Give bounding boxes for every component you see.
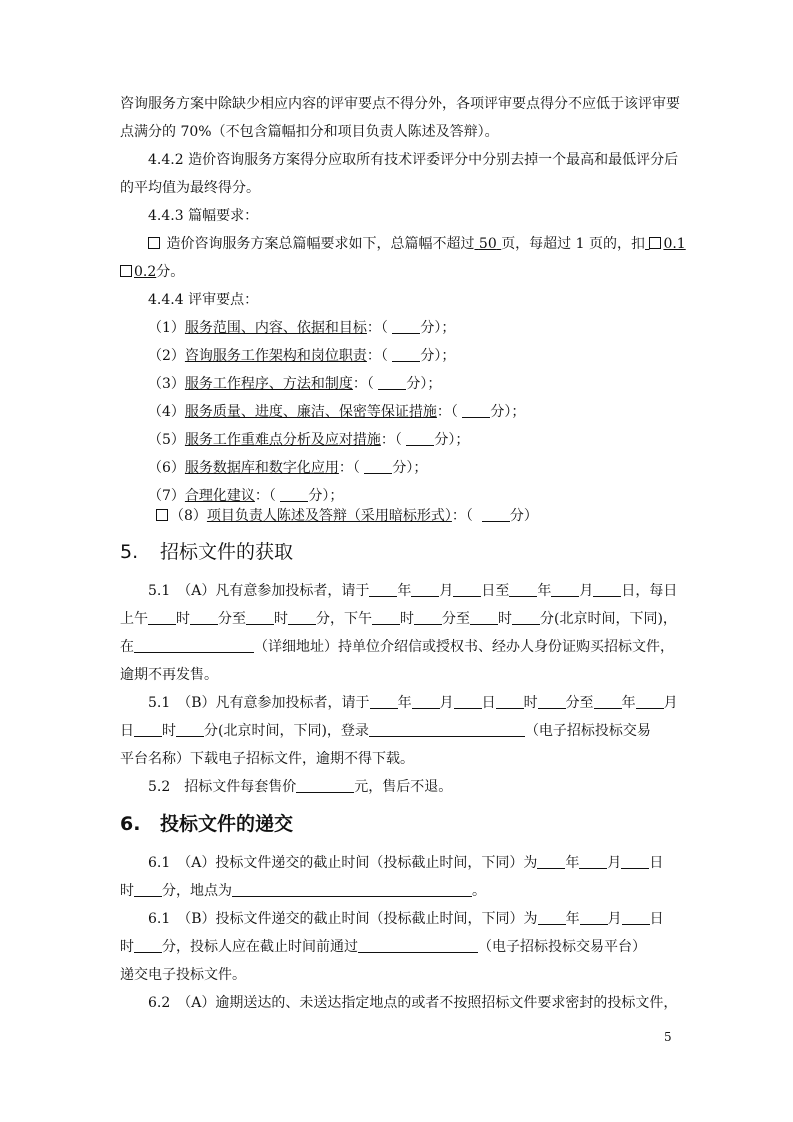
date-blank[interactable]: [621, 855, 649, 869]
criteria-item: （8）项目负责人陈述及答辩（采用暗标形式）：（ 分）: [156, 507, 538, 525]
score-blank[interactable]: [406, 432, 434, 446]
date-blank[interactable]: [579, 855, 607, 869]
date-blank[interactable]: [454, 695, 482, 709]
date-blank[interactable]: [369, 583, 397, 597]
time-blank[interactable]: [372, 611, 400, 625]
criteria-item: （5）服务工作重难点分析及应对措施：（ 分）；: [148, 432, 470, 448]
date-blank[interactable]: [551, 583, 579, 597]
date-blank[interactable]: [537, 855, 565, 869]
date-blank[interactable]: [411, 583, 439, 597]
platform-blank[interactable]: [369, 723, 525, 737]
address-blank[interactable]: [134, 639, 254, 653]
date-blank[interactable]: [538, 911, 566, 925]
clause-6-1a-line2: 时 分，地点为 。: [120, 883, 486, 899]
date-blank[interactable]: [622, 911, 650, 925]
clause-4-4-3-title: 4.4.3 篇幅要求：: [148, 208, 259, 224]
page-number: 5: [664, 1030, 672, 1044]
date-blank[interactable]: [580, 911, 608, 925]
score-blank[interactable]: [392, 320, 420, 334]
clause-5-1a-line4: 逾期不再发售。: [120, 667, 218, 683]
time-blank[interactable]: [246, 611, 274, 625]
date-blank[interactable]: [509, 583, 537, 597]
time-blank[interactable]: [176, 723, 204, 737]
time-blank[interactable]: [414, 611, 442, 625]
date-blank[interactable]: [412, 695, 440, 709]
location-blank[interactable]: [232, 883, 472, 897]
date-blank[interactable]: [496, 695, 524, 709]
score-blank[interactable]: [280, 488, 308, 502]
clause-5-1b-line2: 日 时 分(北京时间，下同)，登录 （电子招标投标交易: [120, 723, 651, 739]
clause-5-1a-line3: 在 （详细地址）持单位介绍信或授权书、经办人身份证购买招标文件，: [120, 639, 674, 655]
score-blank[interactable]: [378, 376, 406, 390]
time-blank[interactable]: [134, 939, 162, 953]
page-limit-line: 造价咨询服务方案总篇幅要求如下，总篇幅不超过 50 页，每超过 1 页的，扣 0.1: [148, 235, 686, 253]
criteria-item: （2）咨询服务工作架构和岗位职责：（ 分）；: [148, 348, 456, 364]
criteria-item: （6）服务数据库和数字化应用：（ 分）；: [148, 460, 428, 476]
section-5-heading: 5. 招标文件的获取: [120, 541, 294, 563]
criteria-item: （7）合理化建议：（ 分）；: [148, 488, 344, 504]
clause-6-1a: 6.1 （A）投标文件递交的截止时间（投标截止时间，下同）为 年 月 日: [148, 855, 664, 871]
clause-5-1a-line2: 上午 时 分至 时 分，下午 时 分至 时 分(北京时间，下同)，: [120, 611, 677, 627]
date-blank[interactable]: [594, 695, 622, 709]
time-blank[interactable]: [148, 611, 176, 625]
deduction-option-1: 0.1: [645, 236, 686, 252]
criteria-item: （1）服务范围、内容、依据和目标：（ 分）；: [148, 320, 456, 336]
score-blank[interactable]: [462, 404, 490, 418]
platform-blank[interactable]: [358, 939, 478, 953]
checkbox-icon[interactable]: [156, 509, 168, 521]
clause-6-1b-line2: 时 分，投标人应在截止时间前通过 （电子招标投标交易平台）: [120, 939, 646, 955]
section-6-heading: 6. 投标文件的递交: [120, 813, 294, 835]
criteria-item: （4）服务质量、进度、廉洁、保密等保证措施：（ 分）；: [148, 404, 526, 420]
checkbox-icon[interactable]: [148, 237, 160, 249]
date-blank[interactable]: [370, 695, 398, 709]
time-blank[interactable]: [512, 611, 540, 625]
date-blank[interactable]: [593, 583, 621, 597]
clause-5-1b-line3: 平台名称）下载电子招标文件，逾期不得下载。: [120, 751, 414, 767]
date-blank[interactable]: [538, 695, 566, 709]
clause-6-2: 6.2 （A）逾期送达的、未送达指定地点的或者不按照招标文件要求密封的投标文件，: [148, 995, 678, 1011]
date-blank[interactable]: [453, 583, 481, 597]
page-limit-value: 50: [478, 236, 497, 252]
paragraph-line: 的平均值为最终得分。: [120, 180, 260, 196]
time-blank[interactable]: [190, 611, 218, 625]
checkbox-icon[interactable]: [649, 237, 661, 249]
clause-6-1b-line3: 递交电子投标文件。: [120, 967, 246, 983]
clause-5-1b: 5.1 （B）凡有意参加投标者，请于 年 月 日 时 分至 年 月: [148, 695, 678, 711]
checkbox-icon[interactable]: [120, 265, 132, 277]
clause-6-1b: 6.1 （B）投标文件递交的截止时间（投标截止时间，下同）为 年 月 日: [148, 911, 664, 927]
time-blank[interactable]: [134, 723, 162, 737]
clause-5-2: 5.2 招标文件每套售价 元，售后不退。: [148, 779, 453, 795]
paragraph-line: 点满分的 70%（不包含篇幅扣分和项目负责人陈述及答辩）。: [120, 124, 499, 140]
price-blank[interactable]: [296, 779, 354, 793]
clause-4-4-4-title: 4.4.4 评审要点：: [148, 292, 259, 308]
page-limit-line-2: 0.2分。: [120, 263, 184, 281]
criteria-item: （3）服务工作程序、方法和制度：（ 分）；: [148, 376, 442, 392]
score-blank[interactable]: [364, 460, 392, 474]
deduction-option-2: 0.2: [120, 264, 156, 280]
score-blank[interactable]: [392, 348, 420, 362]
score-blank[interactable]: [482, 508, 510, 522]
date-blank[interactable]: [636, 695, 664, 709]
clause-4-4-2: 4.4.2 造价咨询服务方案得分应取所有技术评委评分中分别去掉一个最高和最低评分后: [148, 152, 679, 168]
time-blank[interactable]: [470, 611, 498, 625]
time-blank[interactable]: [288, 611, 316, 625]
clause-5-1a: 5.1 （A）凡有意参加投标者，请于 年 月 日至 年 月 日，每日: [148, 583, 678, 599]
time-blank[interactable]: [134, 883, 162, 897]
paragraph-line: 咨询服务方案中除缺少相应内容的评审要点不得分外，各项评审要点得分不应低于该评审要: [120, 96, 680, 112]
